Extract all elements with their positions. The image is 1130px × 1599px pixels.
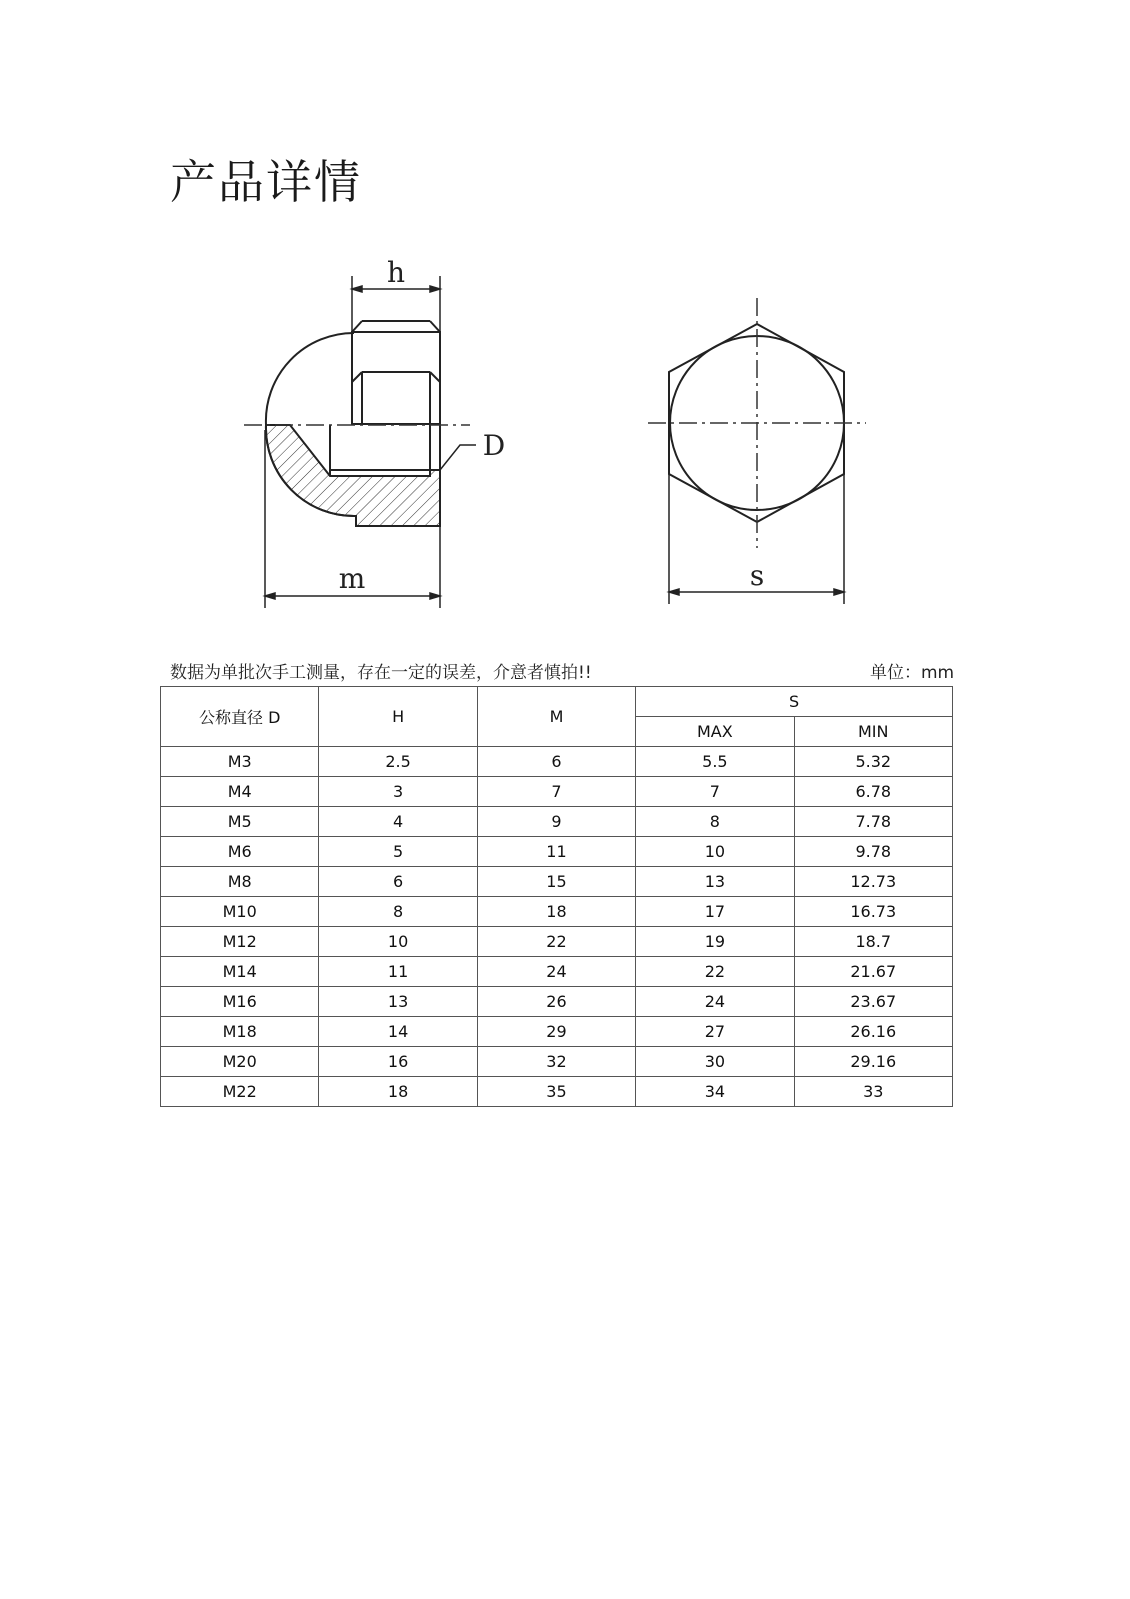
cell-d: M10 <box>161 897 319 927</box>
cell-min: 21.67 <box>794 957 952 987</box>
cell-m: 15 <box>477 867 635 897</box>
header-s-max: MAX <box>636 717 794 747</box>
table-row <box>161 837 953 867</box>
cell-d: M22 <box>161 1077 319 1107</box>
cell-m: 11 <box>477 837 635 867</box>
cell-min: 33 <box>794 1077 952 1107</box>
cell-min: 26.16 <box>794 1017 952 1047</box>
cell-m: 35 <box>477 1077 635 1107</box>
cell-m: 7 <box>477 777 635 807</box>
cell-h: 18 <box>319 1077 477 1107</box>
label-s: s <box>749 559 765 592</box>
cell-d: M18 <box>161 1017 319 1047</box>
cap-nut-technical-drawing <box>0 0 1130 640</box>
cell-max: 22 <box>636 957 794 987</box>
table-row <box>161 987 953 1017</box>
header-nominal-diameter: 公称直径 D <box>161 687 319 747</box>
cell-min: 16.73 <box>794 897 952 927</box>
unit-label: 单位：mm <box>870 663 955 683</box>
label-m: m <box>338 562 366 595</box>
label-h: h <box>386 256 406 289</box>
cell-m: 24 <box>477 957 635 987</box>
cell-min: 5.32 <box>794 747 952 777</box>
table-row <box>161 1017 953 1047</box>
cell-h: 2.5 <box>319 747 477 777</box>
cell-d: M4 <box>161 777 319 807</box>
cell-h: 14 <box>319 1017 477 1047</box>
cell-max: 8 <box>636 807 794 837</box>
table-row <box>161 867 953 897</box>
cell-max: 24 <box>636 987 794 1017</box>
cell-max: 7 <box>636 777 794 807</box>
table-row <box>161 747 953 777</box>
cell-h: 13 <box>319 987 477 1017</box>
table-row <box>161 807 953 837</box>
cell-h: 10 <box>319 927 477 957</box>
label-d: D <box>482 429 506 462</box>
cell-d: M6 <box>161 837 319 867</box>
table-row <box>161 897 953 927</box>
table-row <box>161 777 953 807</box>
cell-min: 6.78 <box>794 777 952 807</box>
cell-max: 19 <box>636 927 794 957</box>
page-title: 产品详情 <box>170 155 362 209</box>
table-row <box>161 957 953 987</box>
cell-max: 27 <box>636 1017 794 1047</box>
cell-h: 8 <box>319 897 477 927</box>
cell-min: 7.78 <box>794 807 952 837</box>
cell-h: 3 <box>319 777 477 807</box>
cell-max: 10 <box>636 837 794 867</box>
cell-max: 30 <box>636 1047 794 1077</box>
dimension-table <box>160 686 953 1107</box>
header-m: M <box>477 687 635 747</box>
cell-m: 29 <box>477 1017 635 1047</box>
cell-d: M3 <box>161 747 319 777</box>
table-row <box>161 927 953 957</box>
cell-m: 26 <box>477 987 635 1017</box>
cell-max: 17 <box>636 897 794 927</box>
cell-max: 5.5 <box>636 747 794 777</box>
cell-max: 34 <box>636 1077 794 1107</box>
cell-h: 5 <box>319 837 477 867</box>
cell-min: 23.67 <box>794 987 952 1017</box>
header-s-min: MIN <box>794 717 952 747</box>
cell-min: 9.78 <box>794 837 952 867</box>
cell-m: 6 <box>477 747 635 777</box>
cell-m: 9 <box>477 807 635 837</box>
cell-h: 16 <box>319 1047 477 1077</box>
cell-h: 11 <box>319 957 477 987</box>
cell-min: 18.7 <box>794 927 952 957</box>
cell-d: M16 <box>161 987 319 1017</box>
table-header-row <box>161 687 953 717</box>
section-hatch <box>266 425 440 526</box>
cell-m: 32 <box>477 1047 635 1077</box>
cell-min: 29.16 <box>794 1047 952 1077</box>
cell-d: M20 <box>161 1047 319 1077</box>
leader-d <box>440 445 476 470</box>
measurement-note: 数据为单批次手工测量，存在一定的误差，介意者慎拍!! <box>170 663 592 683</box>
bore-lines <box>330 424 440 476</box>
cell-m: 22 <box>477 927 635 957</box>
cell-h: 6 <box>319 867 477 897</box>
cell-d: M5 <box>161 807 319 837</box>
cell-min: 12.73 <box>794 867 952 897</box>
table-row <box>161 1047 953 1077</box>
cell-d: M8 <box>161 867 319 897</box>
cell-m: 18 <box>477 897 635 927</box>
header-h: H <box>319 687 477 747</box>
cell-d: M14 <box>161 957 319 987</box>
cell-d: M12 <box>161 927 319 957</box>
table-row <box>161 1077 953 1107</box>
cell-max: 13 <box>636 867 794 897</box>
cell-h: 4 <box>319 807 477 837</box>
header-s: S <box>636 687 953 717</box>
